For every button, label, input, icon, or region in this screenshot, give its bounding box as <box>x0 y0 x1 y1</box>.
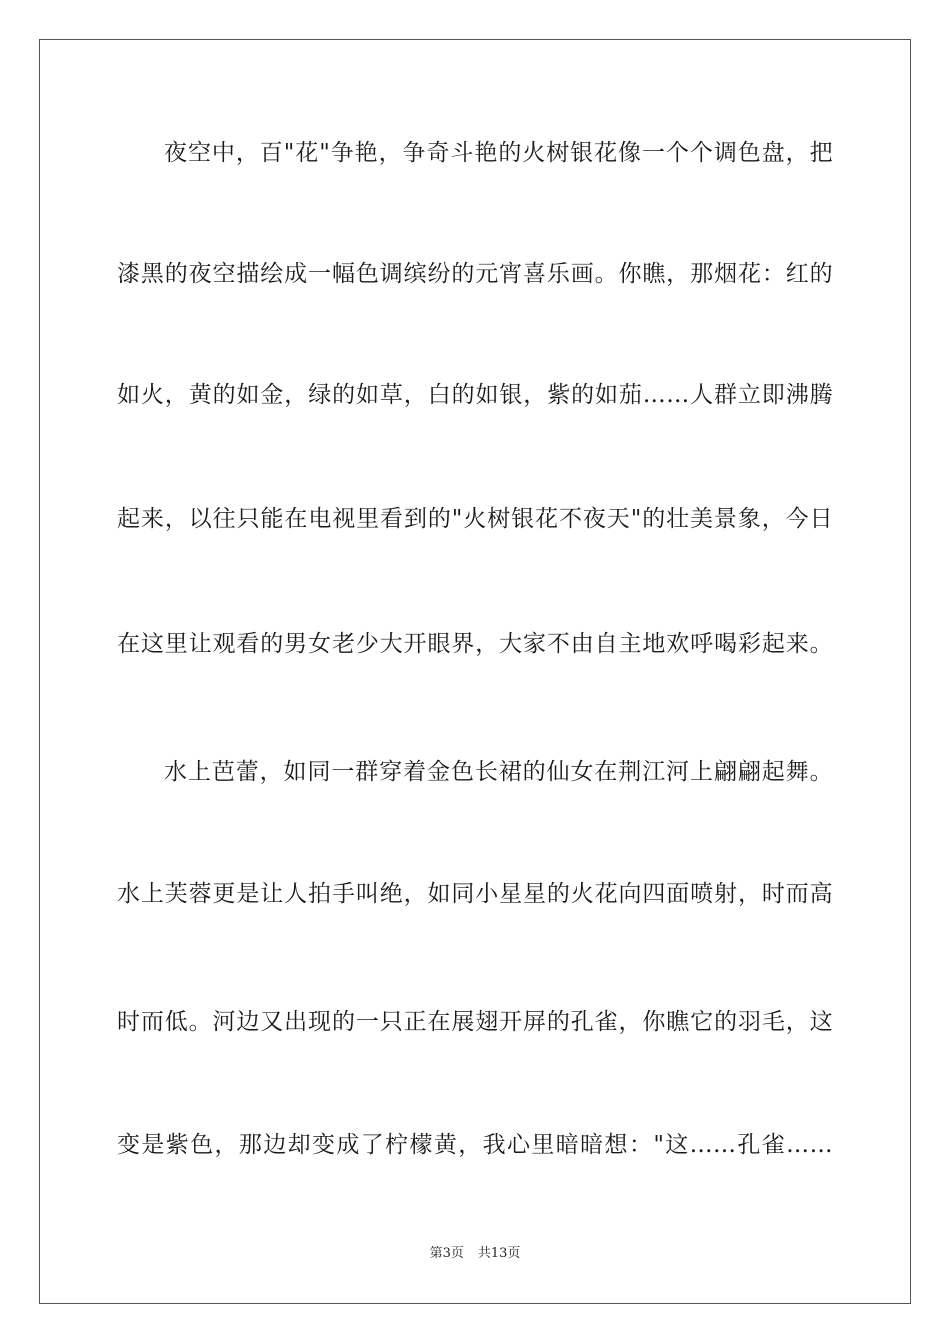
paragraph-2-line-4: 变是紫色，那边却变成了柠檬黄，我心里暗暗想："这……孔雀…… <box>117 1132 833 1158</box>
page-footer <box>0 1246 950 1262</box>
paragraph-1-line-4: 起来，以往只能在电视里看到的"火树银花不夜天"的壮美景象，今日 <box>117 506 833 532</box>
paragraph-2-line-3: 时而低。河边又出现的一只正在展翅开屏的孔雀，你瞧它的羽毛，这 <box>117 1009 833 1035</box>
paragraph-1-line-5: 在这里让观看的男女老少大开眼界，大家不由自主地欢呼喝彩起来。 <box>117 631 833 657</box>
total-pages: 共13页 <box>477 1246 521 1261</box>
paragraph-1-line-1: 夜空中，百"花"争艳，争奇斗艳的火树银花像一个个调色盘，把 <box>164 140 833 166</box>
paragraph-2-line-2: 水上芙蓉更是让人拍手叫绝，如同小星星的火花向四面喷射，时而高 <box>117 881 833 907</box>
paragraph-1-line-3: 如火，黄的如金，绿的如草，白的如银，紫的如茄……人群立即沸腾 <box>117 382 833 408</box>
page-frame <box>39 39 911 1304</box>
page-number: 第3页 <box>429 1246 464 1261</box>
paragraph-2-line-1: 水上芭蕾，如同一群穿着金色长裙的仙女在荆江河上翩翩起舞。 <box>164 759 833 785</box>
paragraph-1-line-2: 漆黑的夜空描绘成一幅色调缤纷的元宵喜乐画。你瞧，那烟花：红的 <box>117 261 833 287</box>
